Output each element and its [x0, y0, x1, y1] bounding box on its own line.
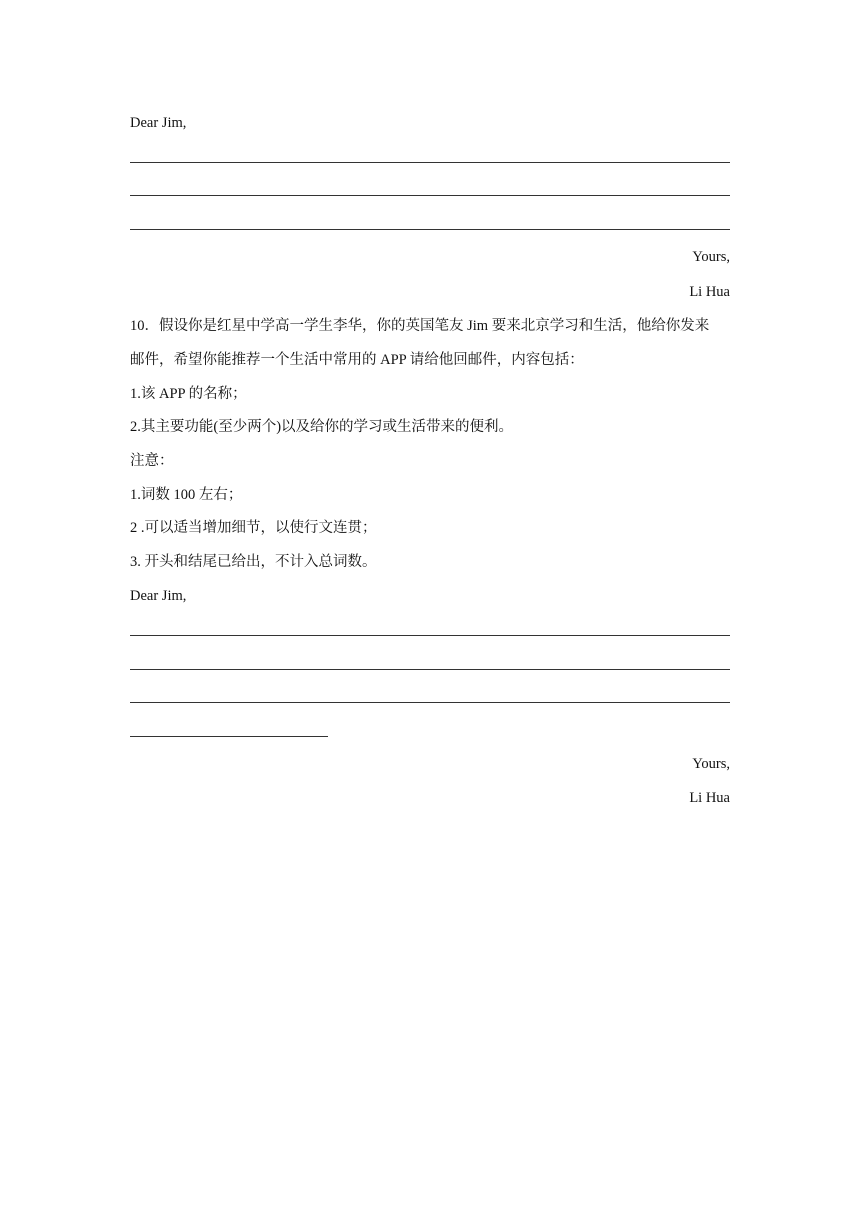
writing-line [130, 669, 730, 670]
letter1-salutation: Dear Jim, [130, 115, 187, 131]
letter2-signature: Li Hua [689, 790, 730, 806]
question10-prompt-line1: 10．假设你是红星中学高一学生李华，你的英国笔友 Jim 要来北京学习和生活，他给你发来 [130, 318, 710, 334]
writing-line [130, 229, 730, 230]
letter1-closing: Yours, [692, 249, 730, 265]
writing-line-short [130, 736, 328, 737]
question10-prompt-line2: 邮件，希望你能推荐一个生活中常用的 APP 请给他回邮件，内容包括： [130, 352, 584, 368]
letter2-salutation: Dear Jim, [130, 588, 187, 604]
note-3: 3. 开头和结尾已给出，不计入总词数。 [130, 554, 377, 570]
letter2-closing: Yours, [692, 756, 730, 772]
note-2: 2 .可以适当增加细节，以使行文连贯； [130, 520, 377, 536]
content-point-1: 1.该 APP 的名称； [130, 386, 247, 402]
writing-line [130, 702, 730, 703]
writing-line [130, 195, 730, 196]
writing-line [130, 635, 730, 636]
notes-heading: 注意： [130, 453, 174, 469]
writing-line [130, 162, 730, 163]
letter1-signature: Li Hua [689, 284, 730, 300]
note-1: 1.词数 100 左右； [130, 487, 243, 503]
content-point-2: 2.其主要功能(至少两个)以及给你的学习或生活带来的便利。 [130, 419, 514, 435]
